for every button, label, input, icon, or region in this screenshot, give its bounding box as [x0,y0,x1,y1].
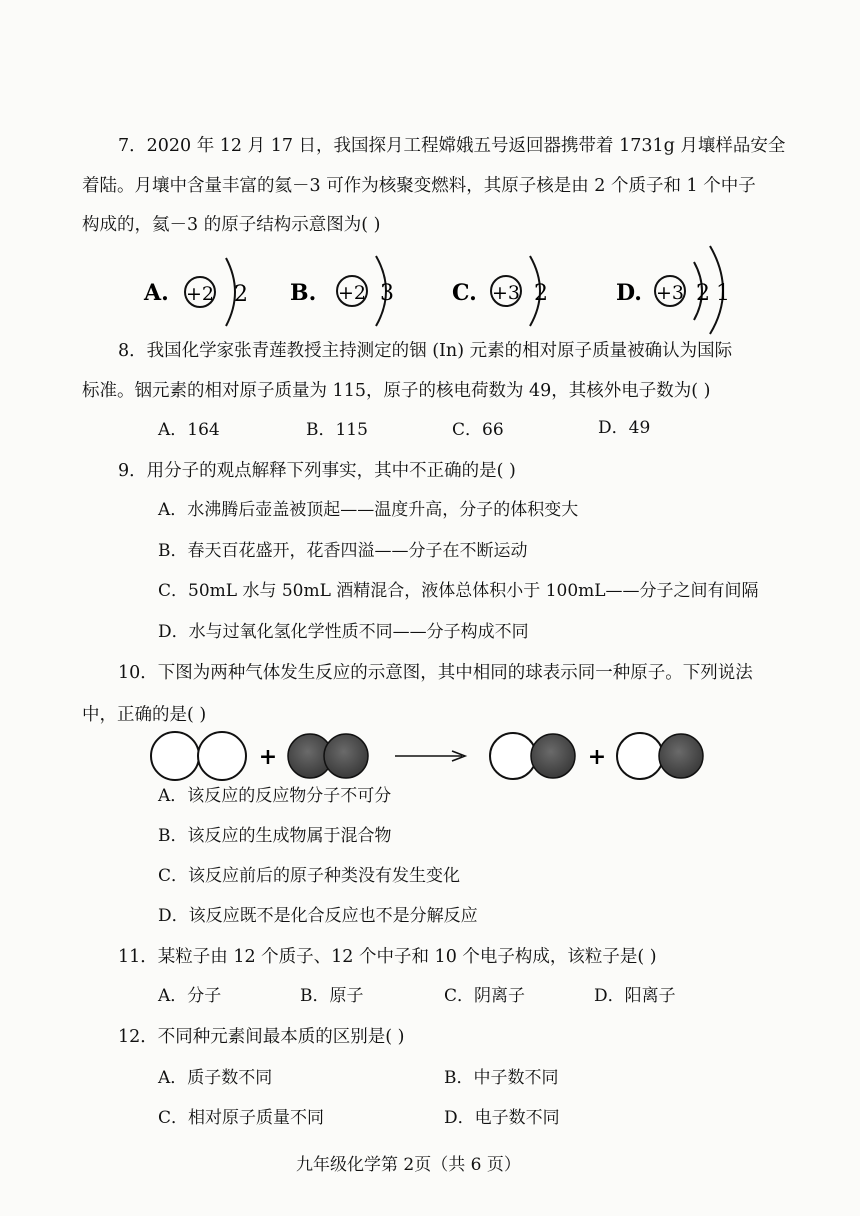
q12-option-b[interactable]: B．中子数不同 [444,1068,559,1088]
q10-option-a[interactable]: A．该反应的反应物分子不可分 [158,786,392,806]
shell-electron-count: 2 [234,282,248,307]
option-letter: D. [616,280,642,306]
option-letter: B. [290,280,317,306]
q10-option-d[interactable]: D．该反应既不是化合反应也不是分解反应 [158,906,478,926]
shell-electron-count: 2 [534,281,548,306]
q7-option-c[interactable] [452,256,548,326]
q7-option-a[interactable] [143,258,248,326]
q11-option-a[interactable]: A．分子 [158,986,222,1006]
q10-option-b[interactable]: B．该反应的生成物属于混合物 [158,826,392,846]
q7-options-diagrams [140,244,740,336]
shell-electron-count-outer: 1 [716,281,730,306]
q10-stem-line2: 中，正确的是( ) [82,705,207,725]
q10-option-c[interactable]: C．该反应前后的原子种类没有发生变化 [158,866,461,886]
product-molecule-2 [617,733,703,779]
white-atom [617,733,663,779]
nucleus-charge: +3 [655,282,685,304]
q9-option-c[interactable]: C．50mL 水与 50mL 酒精混合，液体总体积小于 100mL——分子之间有间隔 [158,581,759,601]
dark-atom [659,734,703,778]
q8-option-a[interactable]: A．164 [158,420,220,440]
q12-stem: 12．不同种元素间最本质的区别是( ) [118,1027,405,1047]
plus-sign: + [587,744,607,770]
q8-option-c[interactable]: C．66 [452,420,504,440]
q10-reaction-diagram [140,728,720,784]
q9-option-a[interactable]: A．水沸腾后壶盖被顶起——温度升高，分子的体积变大 [158,500,579,520]
dark-atom [531,734,575,778]
q9-stem: 9．用分子的观点解释下列事实，其中不正确的是( ) [118,461,516,481]
q11-stem: 11．某粒子由 12 个质子、12 个中子和 10 个电子构成，该粒子是( ) [118,947,657,967]
white-atom [198,732,246,780]
option-letter: C. [452,280,477,306]
q8-option-b[interactable]: B．115 [306,420,368,440]
nucleus-charge: +3 [491,282,521,304]
q11-option-c[interactable]: C．阴离子 [444,986,526,1006]
q12-option-c[interactable]: C．相对原子质量不同 [158,1108,325,1128]
q7-stem-line2: 着陆。月壤中含量丰富的氦－3 可作为核聚变燃料，其原子核是由 2 个质子和 1 个中子 [82,176,756,196]
q11-option-b[interactable]: B．原子 [300,986,364,1006]
q9-option-d[interactable]: D．水与过氧化氢化学性质不同——分子构成不同 [158,622,529,642]
dark-atom [324,734,368,778]
q10-stem-line1: 10．下图为两种气体发生反应的示意图，其中相同的球表示同一种原子。下列说法 [118,663,753,683]
reactant-molecule-white [151,732,246,780]
q12-option-a[interactable]: A．质子数不同 [158,1068,273,1088]
q7-stem-line3: 构成的，氦－3 的原子结构示意图为( ) [82,215,381,235]
q7-option-d[interactable] [616,246,730,334]
q8-stem-line1: 8．我国化学家张青莲教授主持测定的铟 (In) 元素的相对原子质量被确认为国际 [118,341,733,361]
page-footer: 九年级化学第 2页（共 6 页） [296,1155,521,1175]
q9-option-b[interactable]: B．春天百花盛开，花香四溢——分子在不断运动 [158,541,528,561]
option-letter: A. [144,280,169,306]
plus-sign: + [258,744,278,770]
product-molecule-1 [490,733,575,779]
reaction-arrow [395,751,465,761]
nucleus-charge: +2 [185,283,215,305]
q8-stem-line2: 标准。铟元素的相对原子质量为 115，原子的核电荷数为 49，其核外电子数为( ) [82,381,711,401]
q12-option-d[interactable]: D．电子数不同 [444,1108,560,1128]
shell-electron-count: 3 [380,281,394,306]
shell-electron-count-inner: 2 [696,281,710,306]
white-atom [490,733,536,779]
reactant-molecule-dark [288,734,368,778]
q7-stem-line1: 7．2020 年 12 月 17 日，我国探月工程嫦娥五号返回器携带着 1731g 月壤样品安全 [118,136,786,156]
q8-option-d[interactable]: D．49 [598,418,651,438]
nucleus-charge: +2 [337,282,367,304]
white-atom [151,732,199,780]
q11-option-d[interactable]: D．阳离子 [594,986,676,1006]
q7-option-b[interactable] [290,256,394,326]
